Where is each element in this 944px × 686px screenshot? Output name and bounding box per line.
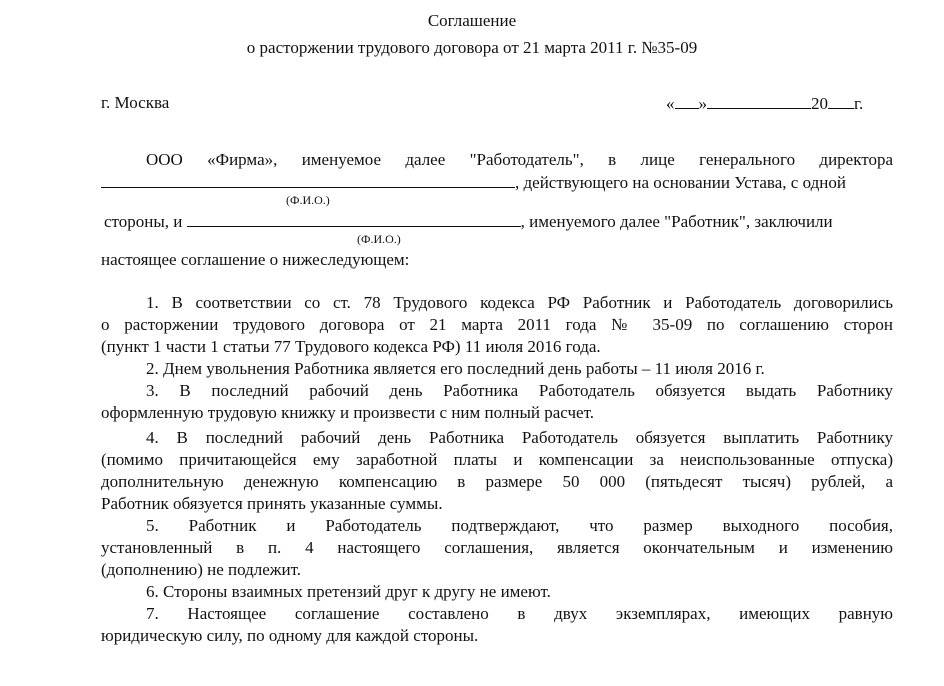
date-quote-close: » <box>698 94 707 113</box>
item-7-line-1: 7. Настоящее соглашение составлено в двух экземплярах, имеющих равную <box>146 604 893 623</box>
item-5-line-1: 5. Работник и Работодатель подтверждают, что размер выходного пособия, <box>146 516 893 535</box>
item-7-line-2: юридическую силу, по одному для каждой стороны. <box>101 626 479 645</box>
item-3-line-2: оформленную трудовую книжку и произвести с ним полный расчет. <box>101 403 594 422</box>
intro-line-2 <box>101 173 846 191</box>
item-5-line-3: (дополнению) не подлежит. <box>101 560 302 579</box>
item-1-line-2: о расторжении трудового договора от 21 марта 2011 года № 35-09 по соглашению сторон <box>101 315 893 334</box>
city: г. Москва <box>101 93 170 112</box>
intro-line-2-text: , действующего на основании Устава, с одной <box>515 173 846 192</box>
item-4-line-4: Работник обязуется принять указанные суммы. <box>101 494 443 513</box>
intro-line-1: ООО «Фирма», именуемое далее "Работодатель", в лице генерального директора <box>146 150 893 169</box>
item-2-line-1: 2. Днем увольнения Работника является его последний день работы – 11 июля 2016 г. <box>146 359 765 378</box>
date-year-blank <box>828 94 854 109</box>
date-century: 20 <box>811 94 828 113</box>
item-5-line-2: установленный в п. 4 настоящего соглашения, является окончательным и изменению <box>101 538 893 557</box>
intro-line-3 <box>104 212 833 230</box>
document-subtitle: о расторжении трудового договора от 21 марта 2011 г. №35-09 <box>246 38 698 57</box>
director-fio-caption: (Ф.И.О.) <box>286 193 330 207</box>
date-year-suffix: г. <box>854 94 864 113</box>
item-1-line-3: (пункт 1 части 1 статьи 77 Трудового кодекса РФ) 11 июля 2016 года. <box>101 337 601 356</box>
item-1-line-1: 1. В соответствии со ст. 78 Трудового кодекса РФ Работник и Работодатель договорились <box>146 293 893 312</box>
date-day-blank <box>675 94 699 109</box>
intro-line-3-start: стороны, и <box>104 212 183 231</box>
date-line <box>666 94 863 112</box>
item-4-line-3: дополнительную денежную компенсацию в размере 50 000 (пятьдесят тысяч) рублей, а <box>101 472 893 491</box>
date-month-blank <box>707 94 811 109</box>
intro-line-3-end: , именуемого далее "Работник", заключили <box>520 212 833 231</box>
item-4-line-2: (помимо причитающейся ему заработной платы и компенсации за неиспользованные отпуска) <box>101 450 893 469</box>
employee-fio-caption: (Ф.И.О.) <box>357 232 401 246</box>
item-3-line-1: 3. В последний рабочий день Работника Работодатель обязуется выдать Работнику <box>146 381 893 400</box>
intro-line-4: настоящее соглашение о нижеследующем: <box>101 250 410 269</box>
document-title: Соглашение <box>427 11 517 30</box>
employee-name-blank <box>187 212 521 227</box>
director-name-blank <box>101 173 515 188</box>
item-6-line-1: 6. Стороны взаимных претензий друг к другу не имеют. <box>146 582 551 601</box>
item-4-line-1: 4. В последний рабочий день Работника Работодатель обязуется выплатить Работнику <box>146 428 893 447</box>
date-quote-open: « <box>666 94 675 113</box>
